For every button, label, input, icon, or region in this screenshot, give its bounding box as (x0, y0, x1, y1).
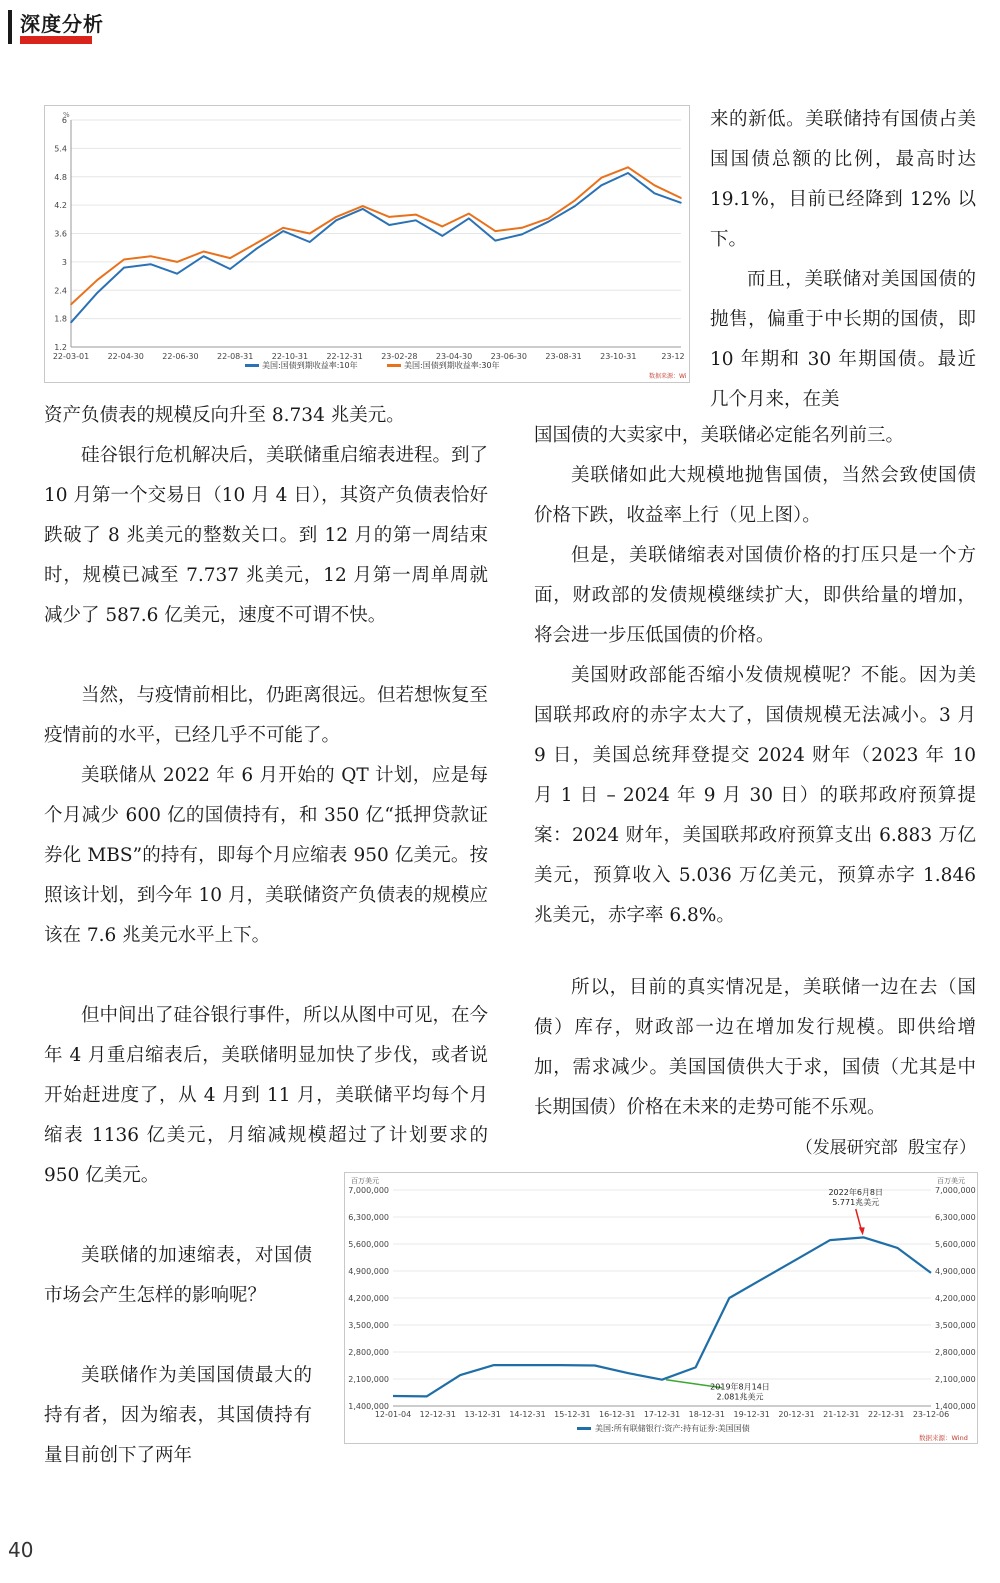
data-point (521, 234, 523, 236)
series-group (70, 172, 682, 323)
x-tick-label: 18-12-31 (688, 1410, 725, 1419)
data-point (70, 304, 72, 306)
data-point (256, 248, 258, 250)
left-para-3: 当然，与疫情前相比，仍距离很远。但若想恢复至疫情前的水平，已经几乎不可能了。 (44, 685, 489, 746)
data-point (256, 242, 258, 244)
y-tick-label-right: 3,500,000 (935, 1321, 976, 1330)
y-tick-label: 3.6 (54, 229, 67, 239)
legend-swatch (387, 364, 401, 367)
data-point (442, 235, 444, 237)
fed-treasury-holdings-chart (344, 1172, 978, 1444)
x-tick-label: 23-02-28 (381, 352, 418, 361)
data-point (388, 216, 390, 218)
author-signature: （发展研究部 殷宝存） (795, 1138, 976, 1158)
data-point (97, 279, 99, 281)
data-point (654, 193, 656, 195)
x-tick-label: 22-08-31 (217, 352, 254, 361)
y-tick-label-left: 1,400,000 (348, 1402, 389, 1411)
right-para-2-lower: 国国债的大卖家中，美联储必定能名列前三。 (534, 425, 905, 446)
data-point (442, 226, 444, 228)
annotation-peak-value: 5.771兆美元 (832, 1198, 880, 1207)
series-line (71, 167, 681, 304)
data-point (362, 208, 364, 210)
data-point (654, 184, 656, 186)
data-point (70, 322, 72, 324)
x-tick-label: 23-04-30 (435, 352, 473, 361)
data-point (627, 166, 629, 168)
treasury-yield-chart-svg (45, 106, 689, 382)
fed-treasury-holdings-chart-svg (345, 1173, 977, 1443)
data-point (335, 216, 337, 218)
series-line (393, 1237, 931, 1396)
source-note: 数据来源：Wind (919, 1434, 968, 1442)
data-point (601, 184, 603, 186)
data-point (574, 200, 576, 202)
left-para-1: 资产负债表的规模反向升至 8.734 兆美元。 (44, 405, 405, 426)
data-point (680, 202, 682, 204)
section-marker-bar (8, 10, 12, 44)
x-tick-label: 22-06-30 (162, 352, 199, 361)
legend-label: 美国:国债到期收益率:10年 (262, 361, 358, 370)
right-para-1: 来的新低。美联储持有国债占美国国债总额的比例，最高时达 19.1%，目前已经降到 12% 以下。 (710, 109, 976, 250)
y-tick-label: 4.8 (54, 172, 67, 182)
y-tick-label-right: 4,900,000 (935, 1267, 976, 1276)
x-tick-label: 21-12-31 (823, 1410, 860, 1419)
data-point (176, 261, 178, 263)
data-point (335, 219, 337, 221)
y-tick-label-left: 2,100,000 (348, 1375, 389, 1384)
y-tick-label-right: 2,100,000 (935, 1375, 976, 1384)
left-para-4: 美联储从 2022 年 6 月开始的 QT 计划，应是每个月减少 600 亿的国债持有，和 350 亿“抵押贷款证券化 MBS”的持有，即每个月应缩表 950 亿美元。按照该计划，到今年 10 月，美联储资产负债表的规模应该在 7.6 兆美元水平上下。 (44, 765, 488, 946)
y-tick-label: 2.4 (54, 286, 67, 296)
data-point (282, 230, 284, 232)
data-point (627, 172, 629, 174)
data-point (229, 268, 231, 270)
x-tick-label: 23-12 (661, 352, 685, 361)
x-tick-label: 14-12-31 (509, 1410, 546, 1419)
data-point (362, 205, 364, 207)
data-point (415, 214, 417, 216)
y-tick-label-right: 1,400,000 (935, 1402, 976, 1411)
left-para-2: 硅谷银行危机解决后，美联储重启缩表进程。到了 10 月第一个交易日（10 月 4 日），其资产负债表恰好跌破了 8 兆美元的整数关口。到 12 月的第一周结束时，规模已减至 7.737 兆美元，12 月第一周单周就减少了 587.6 亿美元，速度不可谓不快。 (44, 445, 489, 626)
right-para-6 (534, 968, 976, 1168)
treasury-yield-chart (44, 105, 690, 383)
y-tick-label-left: 5,600,000 (348, 1240, 389, 1249)
x-tick-label: 16-12-31 (599, 1410, 636, 1419)
right-para-3: 美联储如此大规模地抛售国债，当然会致使国债价格下跌，收益率上行（见上图）。 (534, 465, 976, 526)
y-tick-label-left: 2,800,000 (348, 1348, 389, 1357)
series-group (70, 166, 682, 305)
data-point (309, 233, 311, 235)
y-tick-label: 6 (61, 116, 67, 125)
data-point (123, 267, 125, 269)
left-para-6: 美联储的加速缩表，对国债市场会产生怎样的影响呢？ (44, 1245, 312, 1306)
y-tick-label-right: 5,600,000 (935, 1240, 976, 1249)
y-tick-label-left: 4,200,000 (348, 1294, 389, 1303)
right-para-5: 美国财政部能否缩小发债规模呢？不能。因为美国联邦政府的赤字太大了，国债规模无法减小。3 月 9 日，美国总统拜登提交 2024 财年（2023 年 10 月 1 日 – 2024 年 9 月 30 日）的联邦政府预算提案：2024 财年，美国联邦政府预算支出 6.883 万亿美元，预算收入 5.036 万亿美元，预算赤字 1.846 兆美元，赤字率 6.8%。 (534, 665, 976, 926)
y-unit-left: 百万美元 (351, 1177, 379, 1185)
x-tick-label: 22-12-31 (868, 1410, 905, 1419)
y-tick-label: 4.2 (54, 201, 67, 211)
x-tick-label: 23-10-31 (600, 352, 637, 361)
annotation-peak-arrowhead (859, 1227, 865, 1235)
y-tick-label: 1.8 (54, 314, 67, 324)
data-point (388, 224, 390, 226)
x-tick-label: 12-12-31 (419, 1410, 456, 1419)
x-tick-label: 13-12-31 (464, 1410, 501, 1419)
data-point (229, 257, 231, 259)
x-tick-label: 17-12-31 (643, 1410, 681, 1419)
annotation-low-date: 2019年8月14日 (710, 1382, 770, 1392)
data-point (680, 197, 682, 199)
y-tick-label-right: 4,200,000 (935, 1294, 976, 1303)
right-para-2-upper: 而且，美联储对美国国债的抛售，偏重于中长期的国债，即 10 年期和 30 年期国债。最近几个月来，在美 (710, 269, 976, 410)
y-unit-label: % (63, 111, 70, 119)
x-tick-label: 12-01-04 (374, 1410, 412, 1419)
annotation-peak-date: 2022年6月8日 (828, 1188, 884, 1197)
legend-label: 美国:国债到期收益率:30年 (404, 361, 500, 370)
data-point (468, 218, 470, 220)
series-line (71, 173, 681, 322)
data-point (150, 255, 152, 257)
x-tick-label: 23-12-06 (912, 1410, 950, 1419)
x-tick-label: 22-12-31 (326, 352, 363, 361)
y-tick-label-right: 7,000,000 (935, 1186, 976, 1195)
data-point (548, 221, 550, 223)
data-point (495, 240, 497, 242)
section-underline (20, 36, 92, 44)
y-tick-label-right: 6,300,000 (935, 1213, 976, 1222)
data-point (468, 213, 470, 215)
data-point (548, 218, 550, 220)
y-unit-right: 百万美元 (937, 1177, 965, 1185)
y-tick-label-left: 6,300,000 (348, 1213, 389, 1222)
right-para-6-text: 所以，目前的真实情况是，美联储一边在去（国债）库存，财政部一边在增加发行规模。即供给增加，需求减少。美国国债供大于求，国债（尤其是中长期国债）价格在未来的走势可能不乐观。 (534, 977, 976, 1118)
data-point (495, 230, 497, 232)
section-title: 深度分析 (20, 12, 104, 36)
data-point (203, 251, 205, 253)
left-para-5: 但中间出了硅谷银行事件，所以从图中可见，在今年 4 月重启缩表后，美联储明显加快了步伐，或者说开始赶进度了，从 4 月到 11 月，美联储平均每个月缩表 1136 亿美元，月缩减规模超过了计划要求的 950 亿美元。 (44, 1005, 489, 1186)
source-note: 数据来源：Wi (649, 373, 687, 380)
data-point (574, 205, 576, 207)
x-tick-label: 22-04-30 (107, 352, 144, 361)
x-tick-label: 15-12-31 (554, 1410, 591, 1419)
left-para-7: 美联储作为美国国债最大的持有者，因为缩表，其国债持有量目前创下了两年 (44, 1365, 312, 1466)
data-point (601, 177, 603, 179)
y-tick-label: 1.2 (54, 343, 67, 352)
data-point (97, 292, 99, 294)
data-point (150, 263, 152, 265)
y-tick-label-right: 2,800,000 (935, 1348, 976, 1357)
data-point (203, 255, 205, 257)
data-point (309, 241, 311, 243)
data-point (176, 273, 178, 275)
page-number: 40 (8, 1538, 34, 1562)
y-tick-label: 3 (61, 257, 67, 267)
x-tick-label: 22-03-01 (52, 352, 90, 361)
data-point (123, 259, 125, 261)
right-para-4: 但是，美联储缩表对国债价格的打压只是一个方面，财政部的发债规模继续扩大，即供给量的增加，将会进一步压低国债的价格。 (534, 545, 976, 646)
x-tick-label: 20-12-31 (778, 1410, 815, 1419)
y-tick-label-left: 3,500,000 (348, 1321, 389, 1330)
x-tick-label: 22-10-31 (271, 352, 309, 361)
data-point (282, 227, 284, 229)
legend-label: 美国:所有联储银行:资产:持有证券:美国国债 (595, 1424, 750, 1433)
y-tick-label-left: 7,000,000 (348, 1186, 389, 1195)
data-point (521, 227, 523, 229)
y-tick-label-left: 4,900,000 (348, 1267, 389, 1276)
legend-swatch (245, 364, 259, 367)
data-point (415, 219, 417, 221)
y-tick-label: 5.4 (54, 144, 67, 154)
x-tick-label: 23-06-30 (490, 352, 527, 361)
annotation-low-value: 2.081兆美元 (716, 1392, 764, 1402)
x-tick-label: 23-08-31 (545, 352, 582, 361)
legend-swatch (577, 1427, 591, 1430)
x-tick-label: 19-12-31 (733, 1410, 770, 1419)
